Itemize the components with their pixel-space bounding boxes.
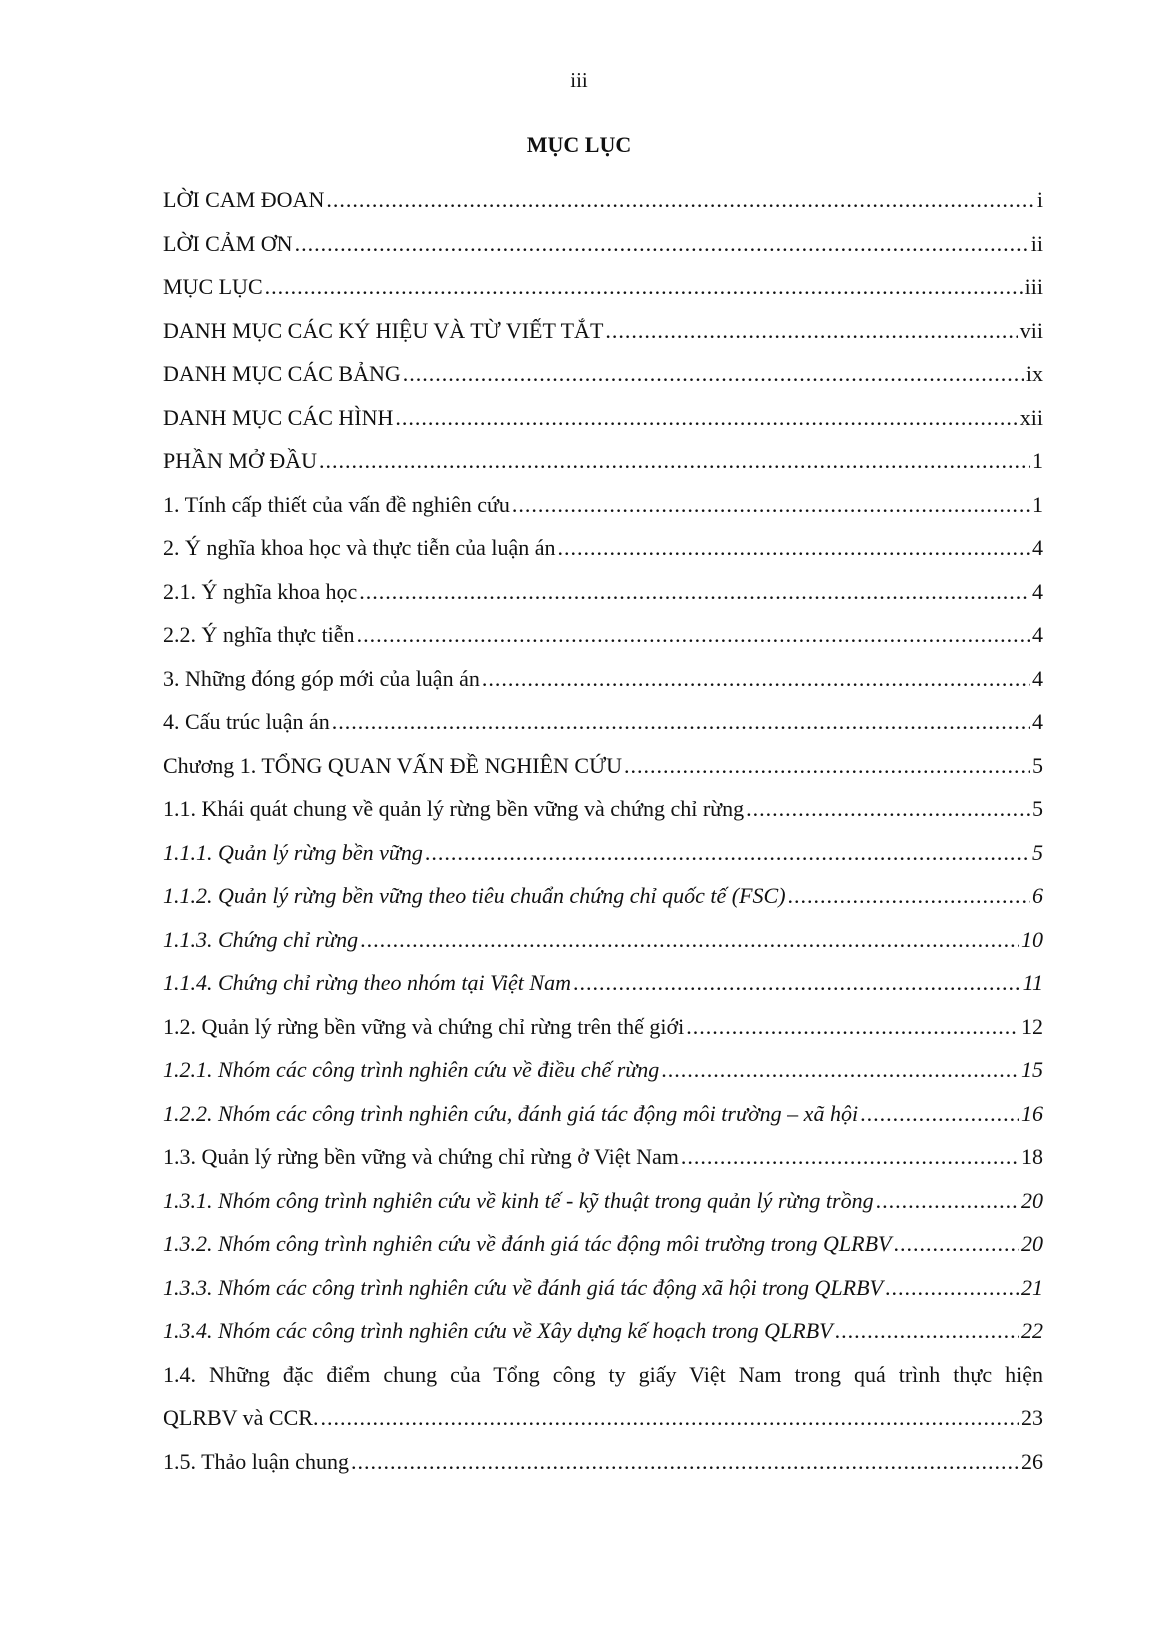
dot-leader [351, 1440, 1019, 1484]
toc-entry-page: 15 [1021, 1057, 1043, 1082]
toc-entry-page: 5 [1032, 839, 1043, 865]
toc-entry-label: DANH MỤC CÁC BẢNG [163, 361, 401, 386]
toc-entry-page: 4 [1032, 622, 1043, 647]
toc-entry[interactable] [163, 222, 1043, 266]
toc-entry[interactable] [163, 439, 1043, 483]
toc-entry-page: 6 [1032, 883, 1043, 908]
dot-leader [295, 222, 1029, 266]
toc-entry[interactable] [163, 1005, 1043, 1049]
dot-leader [746, 787, 1030, 831]
toc-entry-page: 4 [1032, 665, 1043, 691]
toc-entry-page: vii [1019, 317, 1043, 343]
toc-entry-wrapped[interactable] [163, 1353, 1043, 1440]
dot-leader [320, 1396, 1019, 1440]
toc-entry-label: DANH MỤC CÁC KÝ HIỆU VÀ TỪ VIẾT TẮT [163, 317, 604, 343]
dot-leader [681, 1135, 1019, 1179]
toc-entry-page: 4 [1032, 709, 1043, 734]
toc-entry-page: 1 [1032, 491, 1043, 517]
toc-entry-page: i [1036, 187, 1043, 212]
toc-entry-page: ix [1025, 361, 1043, 386]
toc-entry-page: 23 [1021, 1405, 1043, 1430]
dot-leader [425, 831, 1030, 875]
toc-entry-label: 1.1.3. Chứng chỉ rừng [163, 926, 359, 952]
toc-entry-label: DANH MỤC CÁC HÌNH [163, 404, 394, 430]
dot-leader [605, 309, 1017, 353]
toc-entry[interactable] [163, 613, 1043, 657]
toc-entry-label: 1.3.4. Nhóm các công trình nghiên cứu về Xây dựng kế hoạch trong QLRBV [163, 1318, 833, 1343]
toc-entry[interactable] [163, 1440, 1043, 1484]
dot-leader [661, 1048, 1019, 1092]
toc-entry-page: 22 [1021, 1318, 1043, 1343]
toc-entry[interactable] [163, 1309, 1043, 1353]
toc-entry[interactable] [163, 265, 1043, 309]
toc-entry-label: 1.5. Thảo luận chung [163, 1448, 349, 1474]
toc-entry-label: 1.3. Quản lý rừng bền vững và chứng chỉ rừng ở Việt Nam [163, 1144, 679, 1169]
toc-entry-page: 16 [1021, 1100, 1043, 1126]
toc-entry-label: 1. Tính cấp thiết của vấn đề nghiên cứu [163, 491, 510, 517]
dot-leader [395, 396, 1017, 440]
toc-entry-page: 21 [1021, 1274, 1043, 1300]
toc-entry-label-line1: 1.4. Những đặc điểm chung của Tổng công ty giấy Việt Nam trong quá trình thực hiện [163, 1361, 1043, 1387]
toc-entry-label: LỜI CẢM ƠN [163, 230, 293, 256]
dot-leader [482, 657, 1030, 701]
dot-leader [860, 1092, 1019, 1136]
toc-entry[interactable] [163, 874, 1043, 918]
toc-entry[interactable] [163, 352, 1043, 396]
table-of-contents [163, 178, 1043, 1483]
toc-entry-label: Chương 1. TỔNG QUAN VẤN ĐỀ NGHIÊN CỨU [163, 752, 623, 778]
dot-leader [326, 178, 1035, 222]
dot-leader [265, 265, 1023, 309]
toc-entry[interactable] [163, 1179, 1043, 1223]
dot-leader [885, 1266, 1019, 1310]
toc-entry-label: 1.3.2. Nhóm công trình nghiên cứu về đánh giá tác động môi trường trong QLRBV [163, 1231, 892, 1256]
toc-entry-label: 1.2.2. Nhóm các công trình nghiên cứu, đánh giá tác động môi trường – xã hội [163, 1100, 859, 1126]
dot-leader [558, 526, 1030, 570]
toc-entry-label: MỤC LỤC [163, 274, 263, 299]
toc-entry-label: 1.1.2. Quản lý rừng bền vững theo tiêu chuẩn chứng chỉ quốc tế (FSC) [163, 883, 786, 908]
dot-leader [835, 1309, 1019, 1353]
dot-leader [357, 613, 1030, 657]
toc-entry-label-line2: QLRBV và CCR. [163, 1405, 319, 1430]
toc-entry-page: 5 [1032, 752, 1043, 778]
toc-entry-page: 5 [1032, 796, 1043, 821]
toc-entry-page: ii [1030, 230, 1043, 256]
toc-entry-label: 1.3.1. Nhóm công trình nghiên cứu về kinh tế - kỹ thuật trong quản lý rừng trồng [163, 1187, 874, 1213]
toc-entry[interactable] [163, 1266, 1043, 1310]
toc-entry-page: 4 [1032, 535, 1043, 560]
toc-entry-page: 1 [1032, 448, 1043, 473]
toc-entry-page: xii [1019, 404, 1043, 430]
dot-leader [360, 918, 1019, 962]
toc-entry[interactable] [163, 483, 1043, 527]
toc-entry[interactable] [163, 526, 1043, 570]
toc-entry-page: 12 [1021, 1013, 1043, 1039]
toc-entry[interactable] [163, 1135, 1043, 1179]
toc-entry[interactable] [163, 570, 1043, 614]
toc-entry-page: 20 [1021, 1187, 1043, 1213]
toc-entry[interactable] [163, 744, 1043, 788]
dot-leader [573, 961, 1021, 1005]
toc-entry-line2 [163, 1396, 1043, 1440]
toc-entry-label: 1.2.1. Nhóm các công trình nghiên cứu về điều chế rừng [163, 1057, 660, 1082]
toc-entry[interactable] [163, 787, 1043, 831]
toc-entry-page: 20 [1021, 1231, 1043, 1256]
dot-leader [893, 1222, 1019, 1266]
toc-entry-label: 2.1. Ý nghĩa khoa học [163, 578, 358, 604]
toc-entry[interactable] [163, 1048, 1043, 1092]
toc-entry-page: iii [1024, 274, 1043, 299]
dot-leader [403, 352, 1024, 396]
toc-entry-label: PHẦN MỞ ĐẦU [163, 448, 318, 473]
dot-leader [512, 483, 1030, 527]
toc-entry[interactable] [163, 178, 1043, 222]
toc-entries [163, 178, 1043, 1353]
toc-entry[interactable] [163, 961, 1043, 1005]
toc-entry-label: 3. Những đóng góp mới của luận án [163, 665, 480, 691]
toc-entry[interactable] [163, 657, 1043, 701]
toc-entry[interactable] [163, 700, 1043, 744]
dot-leader [319, 439, 1030, 483]
toc-entry-label: 1.2. Quản lý rừng bền vững và chứng chỉ rừng trên thế giới [163, 1013, 685, 1039]
toc-entry-page: 10 [1021, 926, 1043, 952]
toc-entry[interactable] [163, 1092, 1043, 1136]
toc-entry-page: 11 [1022, 970, 1043, 995]
toc-entry-label: LỜI CAM ĐOAN [163, 187, 325, 212]
toc-entry[interactable] [163, 396, 1043, 440]
dot-leader [788, 874, 1030, 918]
toc-entry[interactable] [163, 831, 1043, 875]
dot-leader [624, 744, 1030, 788]
page-number: iii [570, 68, 588, 92]
toc-entry-label: 1.3.3. Nhóm các công trình nghiên cứu về đánh giá tác động xã hội trong QLRBV [163, 1274, 883, 1300]
toc-entry-label: 4. Cấu trúc luận án [163, 709, 330, 734]
toc-entry-label: 1.1.1. Quản lý rừng bền vững [163, 839, 423, 865]
toc-entry-page: 26 [1021, 1448, 1043, 1474]
toc-title: MỤC LỤC [526, 132, 632, 157]
toc-entry-page: 4 [1032, 578, 1043, 604]
dot-leader [359, 570, 1030, 614]
toc-entry-label: 2.2. Ý nghĩa thực tiễn [163, 622, 355, 647]
toc-entry-label: 1.1.4. Chứng chỉ rừng theo nhóm tại Việt Nam [163, 970, 571, 995]
toc-entry[interactable] [163, 1222, 1043, 1266]
toc-entry[interactable] [163, 918, 1043, 962]
dot-leader [332, 700, 1030, 744]
dot-leader [686, 1005, 1019, 1049]
toc-entry[interactable] [163, 309, 1043, 353]
dot-leader [876, 1179, 1019, 1223]
toc-entry-page: 18 [1021, 1144, 1043, 1169]
toc-entry-label: 2. Ý nghĩa khoa học và thực tiễn của luận án [163, 535, 556, 560]
toc-entry-label: 1.1. Khái quát chung về quản lý rừng bền vững và chứng chỉ rừng [163, 796, 745, 821]
